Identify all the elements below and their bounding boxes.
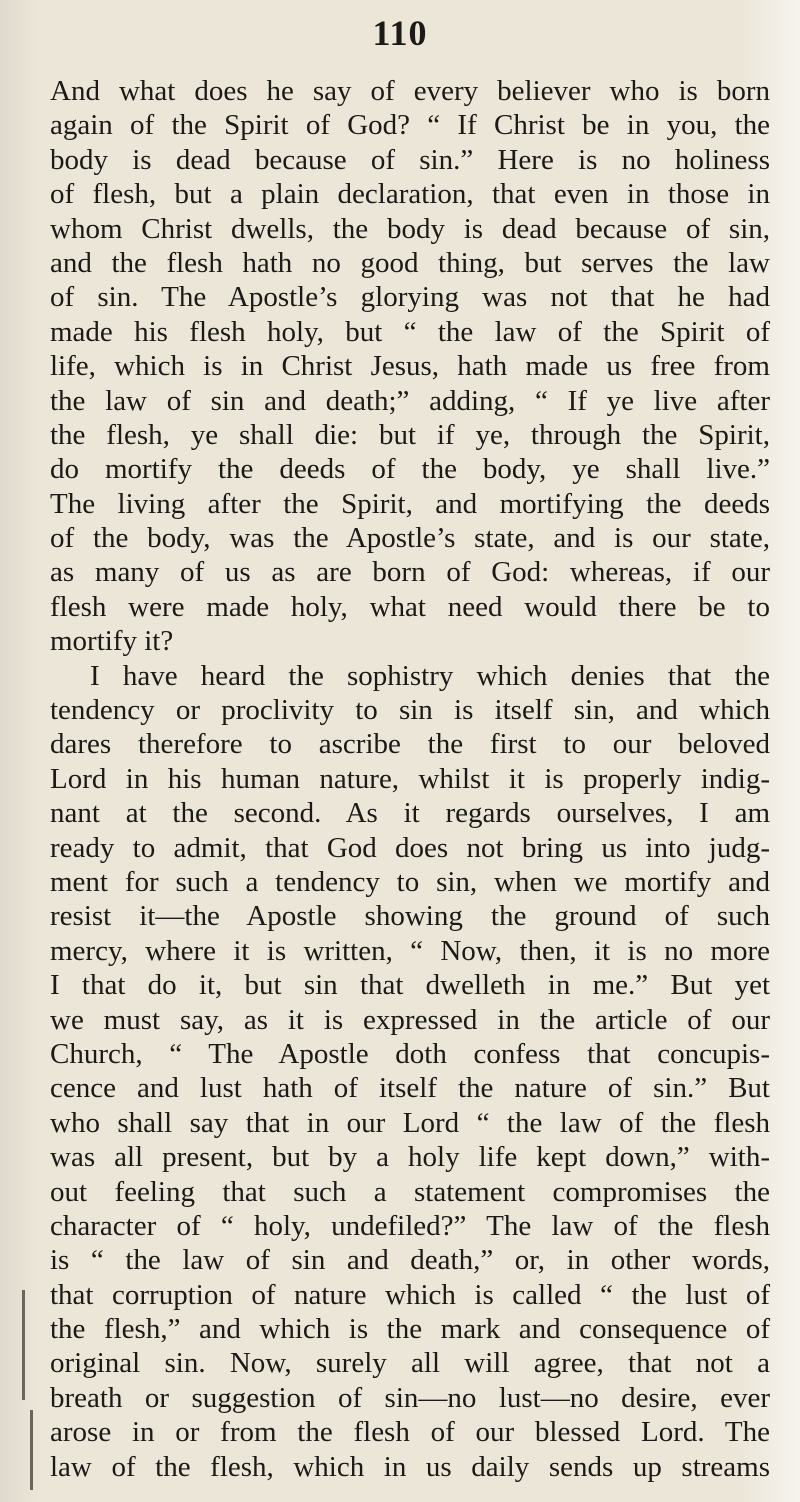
text-line: The living after the Spirit, and mortifying the deeds (50, 487, 770, 520)
text-line: the flesh,” and which is the mark and consequence of (50, 1313, 770, 1346)
text-line: of the body, was the Apostle’s state, and is our state, (50, 522, 770, 555)
text-line: the flesh, ye shall die: but if ye, through the Spirit, (50, 418, 770, 451)
margin-mark (22, 1290, 25, 1400)
text-line: made his flesh holy, but “ the law of the Spirit of (50, 315, 770, 348)
text-line: original sin. Now, surely all will agree, that not a (50, 1347, 770, 1380)
text-line: mortify it? (50, 625, 174, 658)
text-line: of flesh, but a plain declaration, that even in those in (50, 178, 770, 211)
text-line: mercy, where it is written, “ Now, then, it is no more (50, 934, 770, 967)
text-line: And what does he say of every believer who is born (50, 75, 770, 107)
text-line: resist it—the Apostle showing the ground of such (50, 900, 770, 933)
text-line: who shall say that in our Lord “ the law of the flesh (50, 1106, 770, 1139)
text-line: tendency or proclivity to sin is itself sin, and which (50, 694, 770, 727)
text-line: out feeling that such a statement compromises the (50, 1175, 770, 1208)
text-line: as many of us as are born of God: whereas, if our (50, 556, 770, 589)
text-line: again of the Spirit of God? “ If Christ be in you, the (50, 109, 770, 142)
text-line: of sin. The Apostle’s glorying was not that he had (50, 281, 770, 314)
text-line: breath or suggestion of sin—no lust—no desire, ever (50, 1381, 770, 1414)
text-line: I have heard the sophistry which denies that the (90, 659, 770, 692)
text-line: cence and lust hath of itself the nature of sin.” But (50, 1072, 770, 1105)
text-line: we must say, as it is expressed in the article of our (50, 1003, 770, 1036)
text-line: whom Christ dwells, the body is dead because of sin, (50, 212, 770, 245)
text-line: ready to admit, that God does not bring us into judg- (50, 831, 770, 864)
text-line: law of the flesh, which in us daily sends up streams (50, 1450, 770, 1483)
text-line: body is dead because of sin.” Here is no holiness (50, 143, 770, 176)
text-line: do mortify the deeds of the body, ye shall live.” (50, 453, 770, 486)
text-line: the law of sin and death;” adding, “ If ye live after (50, 384, 770, 417)
text-line: Church, “ The Apostle doth confess that concupis- (50, 1037, 770, 1070)
text-line: ment for such a tendency to sin, when we mortify and (50, 865, 770, 898)
text-line: life, which is in Christ Jesus, hath made us free from (50, 350, 770, 383)
text-line: was all present, but by a holy life kept down,” with- (50, 1141, 770, 1174)
text-line: and the flesh hath no good thing, but serves the law (50, 246, 770, 279)
text-line: nant at the second. As it regards ourselves, I am (50, 797, 770, 830)
text-line: flesh were made holy, what need would there be to (50, 590, 770, 623)
text-line: character of “ holy, undefiled?” The law of the flesh (50, 1209, 770, 1242)
text-line: Lord in his human nature, whilst it is properly indig- (50, 762, 770, 795)
page-number: 110 (372, 13, 428, 53)
text-line: arose in or from the flesh of our blessed Lord. The (50, 1416, 770, 1449)
left-margin-shadow (0, 0, 48, 1502)
text-line: I that do it, but sin that dwelleth in me.” But yet (50, 969, 770, 1002)
body-text (50, 74, 770, 1484)
margin-mark (30, 1410, 33, 1490)
text-line: is “ the law of sin and death,” or, in other words, (50, 1244, 770, 1277)
text-line: dares therefore to ascribe the first to our beloved (50, 728, 770, 761)
text-line: that corruption of nature which is called “ the lust of (50, 1278, 770, 1311)
